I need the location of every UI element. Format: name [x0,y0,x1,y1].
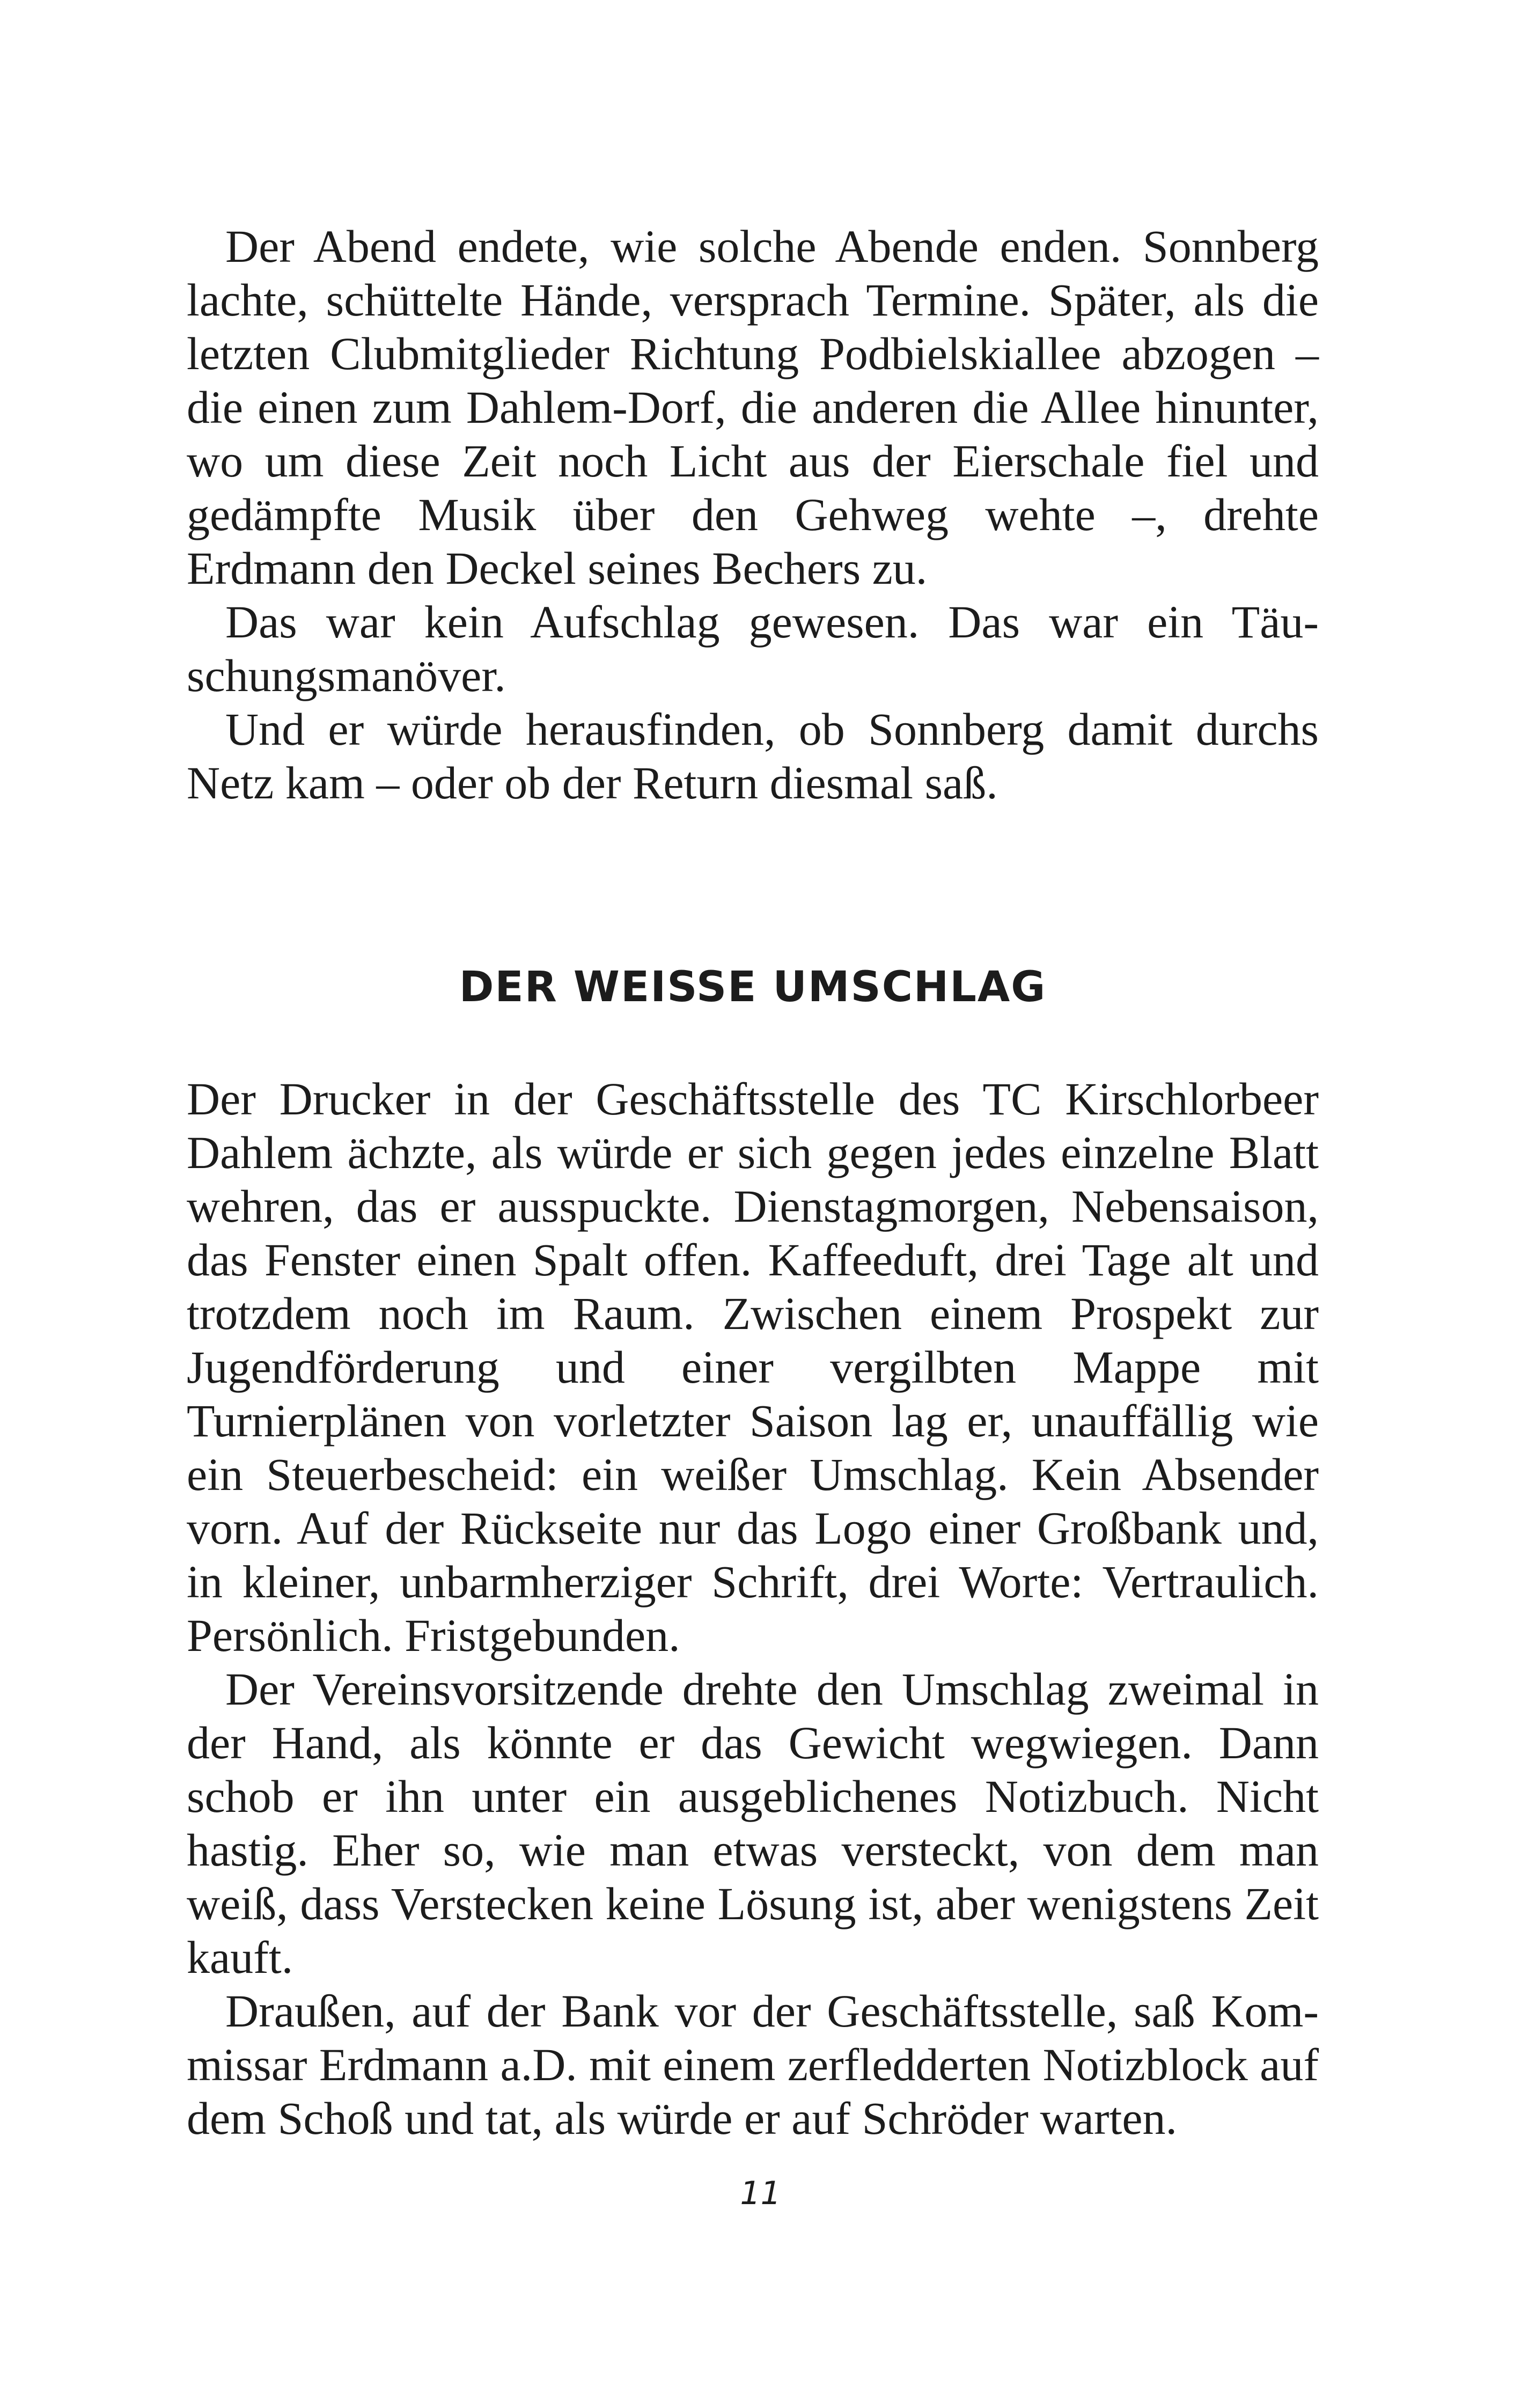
chapter-body [187,1072,1319,2145]
paragraph: Der Drucker in der Geschäftsstelle des TC Kirschlorbeer Dahlem ächzte, als würde er sich gegen jedes einzelne Blatt wehren, das er ausspuckte. Dienstagmorgen, Nebensaison, das Fenster einen Spalt offen. Kaffeeduft, drei Tage alt und trotzdem noch im Raum. Zwischen einem Prospekt zur Jugendförderung und einer vergilbten Mappe mit Turnierplänen von vorletzter Saison lag er, unauffällig wie ein Steuerbescheid: ein weißer Umschlag. Kein Absender vorn. Auf der Rückseite nur das Logo einer Großbank und, in kleiner, unbarmherziger Schrift, drei Worte: Vertraulich. Persönlich. Fristgebunden. [187,1073,1319,1661]
paragraph: Und er würde herausfinden, ob Sonnberg damit durchs Netz kam – oder ob der Return diesmal saß. [187,703,1319,809]
previous-chapter-ending [187,219,1319,810]
paragraph: Der Abend endete, wie solche Abende enden. Sonnberg lachte, schüttelte Hände, versprach Termine. Später, als die letzten Clubmitglieder Richtung Podbielskiallee abzogen – die einen zum Dahlem-Dorf, die anderen die Allee hinunter, wo um diese Zeit noch Licht aus der Eierschale fiel und gedämpfte Musik über den Gehweg wehte –, drehte Erdmann den Deckel seines Bechers zu. [187,221,1319,594]
page-number: 11 [740,2175,781,2212]
chapter-title: DER WEISSE UMSCHLAG [459,963,1047,1011]
paragraph: Das war kein Aufschlag gewesen. Das war ein Täuschungsmanöver. [187,596,1319,701]
paragraph: Draußen, auf der Bank vor der Geschäftsstelle, saß Kommissar Erdmann a.D. mit einem zerfledderten Notizblock auf dem Schoß und tat, als würde er auf Schröder warten. [187,1985,1319,2144]
paragraph: Der Vereinsvorsitzende drehte den Umschlag zweimal in der Hand, als könnte er das Gewicht wegwiegen. Dann schob er ihn unter ein ausgeblichenes Notizbuch. Nicht hastig. Eher so, wie man etwas versteckt, von dem man weiß, dass Verstecken keine Lösung ist, aber wenigstens Zeit kauft. [187,1663,1319,1983]
